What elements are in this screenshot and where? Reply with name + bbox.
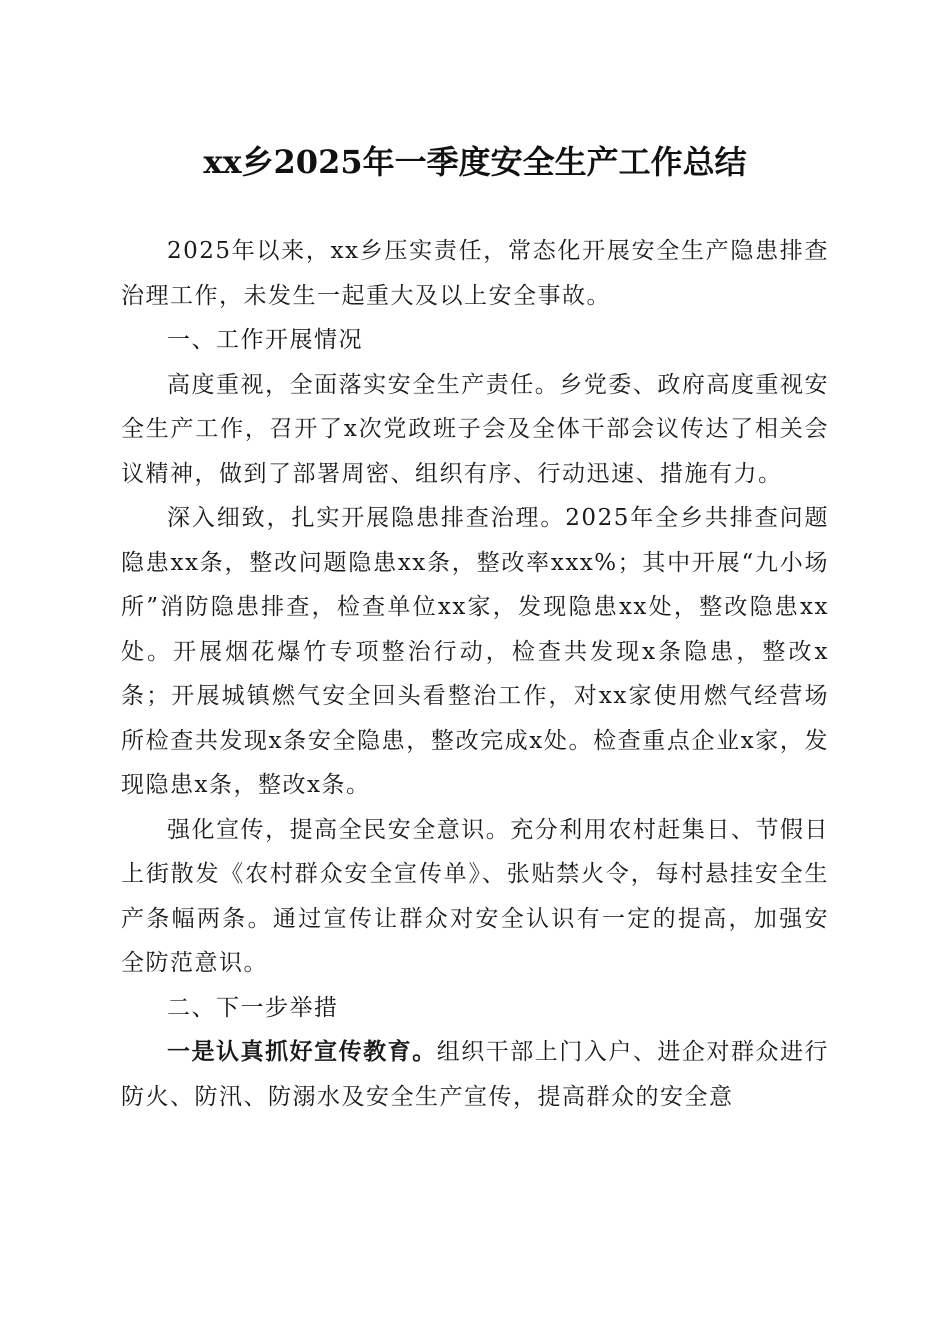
intro-paragraph: 2025年以来，xx乡压实责任，常态化开展安全生产隐患排查治理工作，未发生一起重大及以上安全事故。 xyxy=(121,238,829,309)
section-heading-next-steps: 二、下一步举措 xyxy=(167,994,339,1021)
paragraph-publicity: 强化宣传，提高全民安全意识。充分利用农村赶集日、节假日上街散发《农村群众安全宣传单》、张贴禁火令，每村悬挂安全生产条幅两条。通过宣传让群众对安全认识有一定的提高，加强安全防范意识。 xyxy=(121,816,829,976)
paragraph-education-lead: 一是认真抓好宣传教育。 xyxy=(167,1038,437,1065)
paragraph-education xyxy=(121,1030,829,1119)
paragraph-responsibility: 高度重视，全面落实安全生产责任。乡党委、政府高度重视安全生产工作，召开了x次党政班子会及全体干部会议传达了相关会议精神，做到了部署周密、组织有序、行动迅速、措施有力。 xyxy=(121,371,829,487)
paragraph-education-text: 组织干部上门入户、进企对群众进行防火、防汛、防溺水及安全生产宣传，提高群众的安全意 xyxy=(121,1039,830,1110)
section-heading-work-progress: 一、工作开展情况 xyxy=(167,327,363,353)
paragraph-hazard-inspection: 深入细致，扎实开展隐患排查治理。2025年全乡共排查问题隐患xx条，整改问题隐患xx条，整改率xxx%；其中开展“九小场所”消防隐患排查，检查单位xx家，发现隐患xx处，整改隐患xx处。开展烟花爆竹专项整治行动，检查共发现x条隐患，整改x条；开展城镇燃气安全回头看整治工作，对xx家使用燃气经营场所检查共发现x条安全隐患，整改完成x处。检查重点企业x家，发现隐患x条，整改x条。 xyxy=(121,505,829,798)
document-title: xx乡2025年一季度安全生产工作总结 xyxy=(203,143,747,181)
document-body xyxy=(121,229,829,1119)
